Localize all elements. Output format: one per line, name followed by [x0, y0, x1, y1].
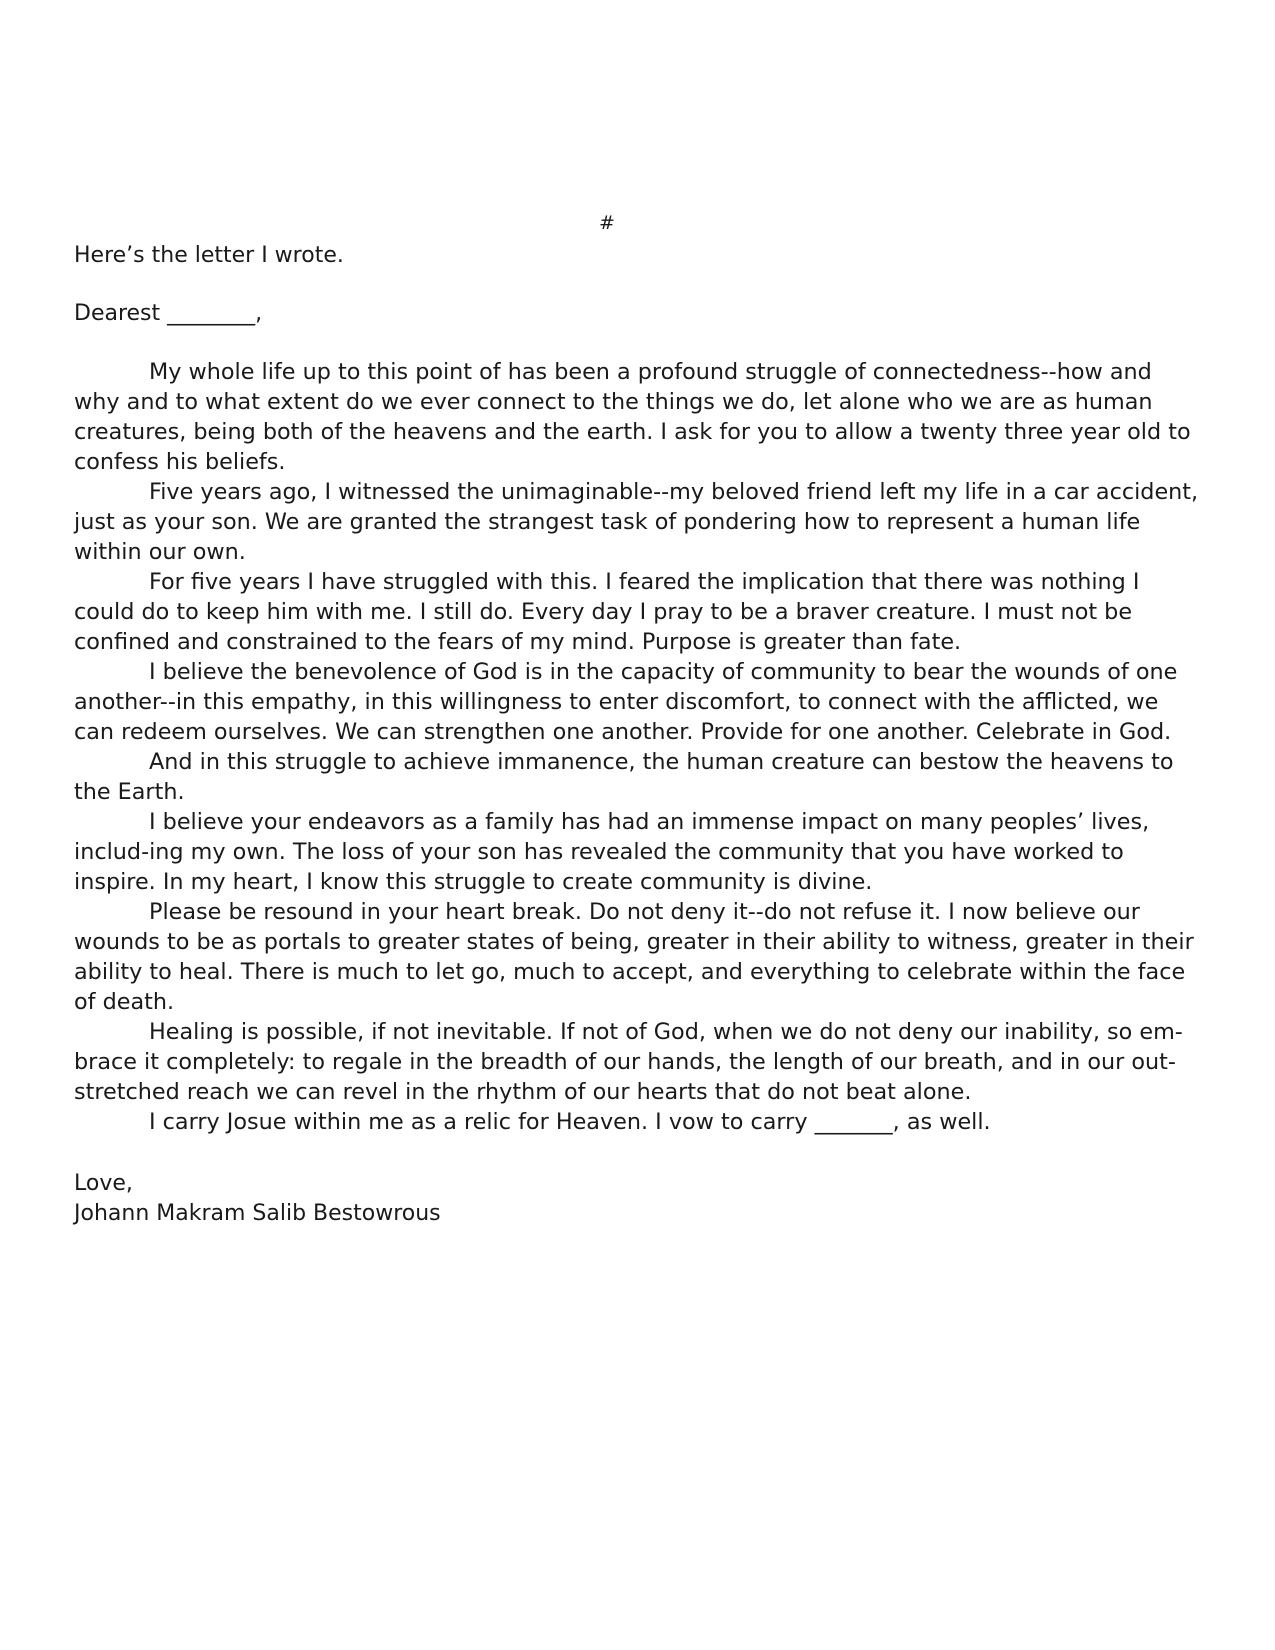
paragraph-7: Please be resound in your heart break. Do not deny it--do not refuse it. I now believe our wounds to be as portals to greater states of being, greater in their ability to witness, greater in their ability to heal. There is much to let go, much to accept, and everything to celebrate within the face of death. — [74, 899, 1194, 1015]
paragraph-2: Five years ago, I witnessed the unimaginable--my beloved friend left my life in a car accident, just as your son. We are granted the strangest task of pondering how to represent a human life within our own. — [74, 479, 1199, 565]
section-marker: # — [599, 212, 615, 234]
paragraph-4: I believe the benevolence of God is in the capacity of community to bear the wounds of one another--in this empathy, in this willingness to enter discomfort, to connect with the afflicted, we can redeem ourselves. We can strengthen one another. Provide for one another. Celebrate in God. — [74, 659, 1178, 745]
paragraph-5: And in this struggle to achieve immanence, the human creature can bestow the heavens to the Earth. — [74, 749, 1174, 805]
intro-line: Here’s the letter I wrote. — [74, 243, 344, 268]
closing: Love, — [74, 1171, 133, 1196]
paragraph-3: For five years I have struggled with this. I feared the implication that there was nothing I could do to keep him with me. I still do. Every day I pray to be a braver creature. I must not be confined and constrained to the fears of my mind. Purpose is greater than fate. — [74, 569, 1140, 655]
paragraph-6: I believe your endeavors as a family has had an immense impact on many peoples’ lives, includ-ing my own. The loss of your son has revealed the community that you have worked to inspire. In my heart, I know this struggle to create community is divine. — [74, 809, 1150, 895]
letter-body — [74, 357, 1204, 1137]
paragraph-8: Healing is possible, if not inevitable. If not of God, when we do not deny our inability, so em-brace it completely: to regale in the breadth of our hands, the length of our breath, and in our out-stretched reach we can revel in the rhythm of our hearts that do not beat alone. — [74, 1019, 1183, 1105]
salutation: Dearest ________, — [74, 301, 263, 326]
signature-name: Johann Makram Salib Bestowrous — [74, 1201, 441, 1226]
paragraph-1: My whole life up to this point of has been a profound struggle of connectedness--how and why and to what extent do we ever connect to the things we do, let alone who we are as human creatures, being both of the heavens and the earth. I ask for you to allow a twenty three year old to confess his beliefs. — [74, 359, 1191, 475]
paragraph-9: I carry Josue within me as a relic for Heaven. I vow to carry _______, as well. — [149, 1109, 991, 1135]
